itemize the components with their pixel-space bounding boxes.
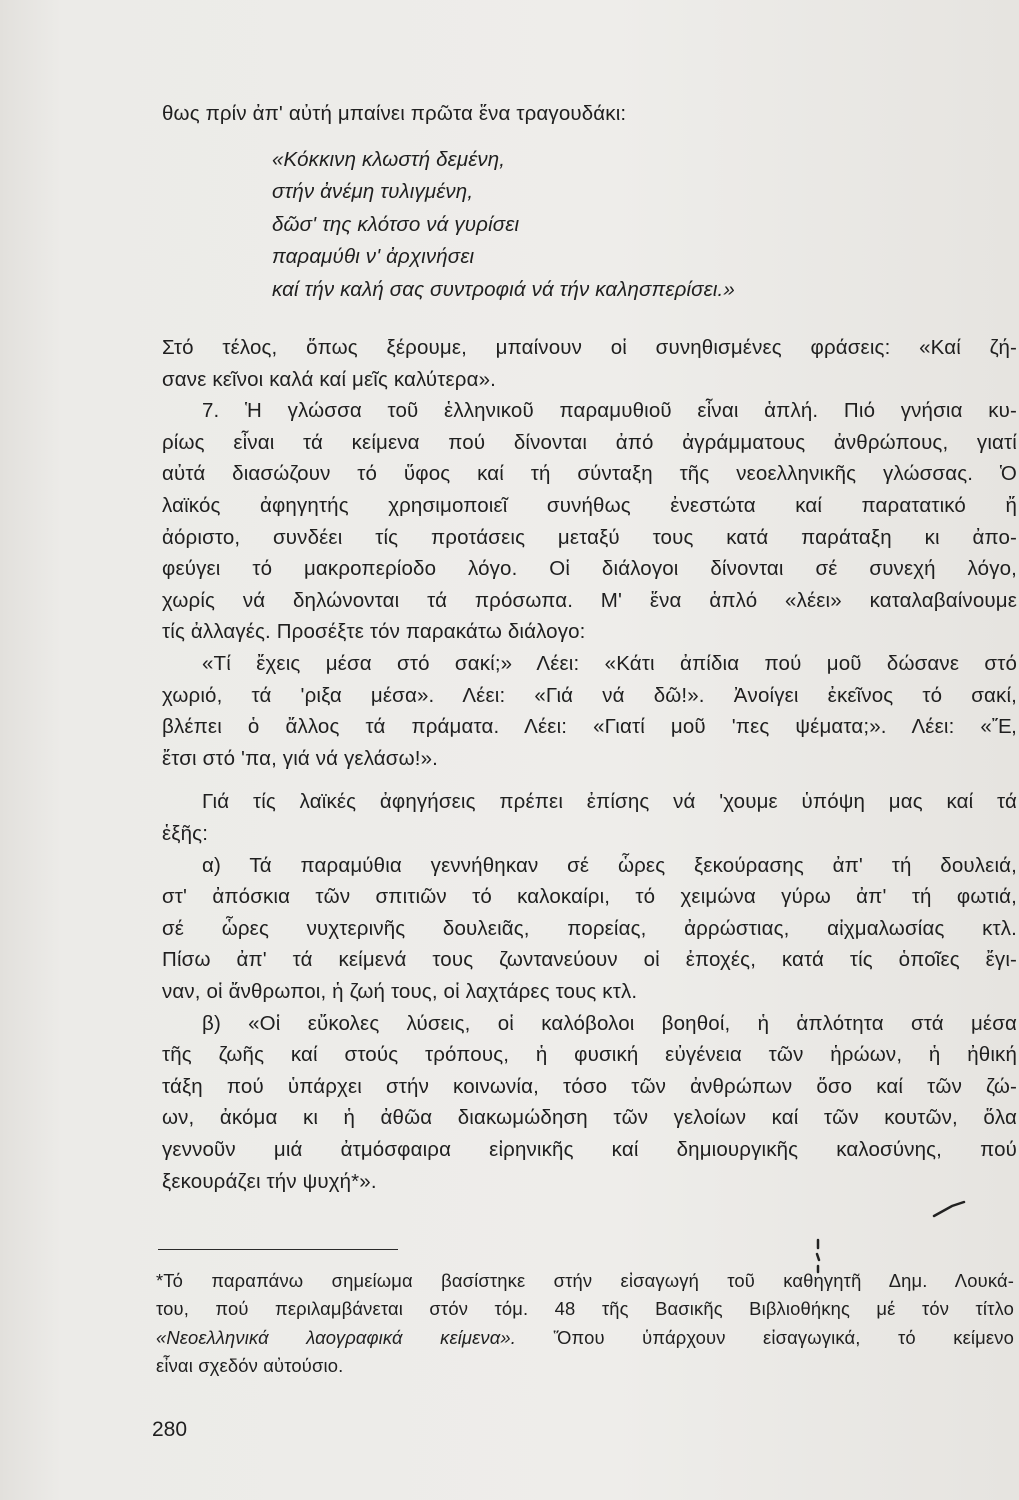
text-line: σέ ὧρες νυχτερινῆς δουλειᾶς, πορείας, ἀρρώστιας, αἰχμαλωσίας κτλ. bbox=[162, 916, 1017, 940]
text-line: ρίως εἶναι τά κείμενα πού δίνονται ἀπό ἀγράμματους ἀνθρώπους, γιατί bbox=[162, 430, 1017, 454]
poem-line: παραμύθι ν' ἀρχινήσει bbox=[272, 245, 475, 269]
text-line: λαϊκός ἀφηγητής χρησιμοποιεῖ συνήθως ἐνεστώτα καί παρατατικό ἤ bbox=[162, 494, 1017, 518]
footnote-divider bbox=[158, 1249, 398, 1250]
text-line: 7. Ἡ γλώσσα τοῦ ἑλληνικοῦ παραμυθιοῦ εἶναι ἁπλή. Πιό γνήσια κυ- bbox=[202, 399, 1017, 423]
item-b-paragraph bbox=[162, 1008, 1017, 1198]
poem-line: «Κόκκινη κλωστή δεμένη, bbox=[272, 147, 506, 171]
text-line: β) «Οἱ εὔκολες λύσεις, οἱ καλόβολοι βοηθοί, ἡ ἁπλότητα στά μέσα bbox=[202, 1011, 1017, 1035]
text-line: στ' ἀπόσκια τῶν σπιτιῶν τό καλοκαίρι, τό χειμώνα γύρω ἀπ' τή φωτιά, bbox=[162, 885, 1017, 909]
poem-line: στήν ἀνέμη τυλιγμένη, bbox=[272, 180, 474, 204]
poem bbox=[272, 144, 1017, 307]
text-line: α) Τά παραμύθια γεννήθηκαν σέ ὧρες ξεκούρασης ἀπ' τή δουλειά, bbox=[202, 853, 1017, 877]
footnote-line-rest: Ὅπου ὑπάρχουν εἰσαγωγικά, τό κείμενο bbox=[516, 1326, 1014, 1348]
main-text bbox=[162, 98, 1017, 1197]
item-a-paragraph bbox=[162, 850, 1017, 1008]
page-number: 280 bbox=[152, 1418, 188, 1441]
text-line: βλέπει ὁ ἄλλος τά πράματα. Λέει: «Γιατί μοῦ 'πες ψέματα;». Λέει: «Ἔ, bbox=[162, 715, 1017, 739]
text-line: τάξη πού ὑπάρχει στήν κοινωνία, τόσο τῶν ἀνθρώπων ὅσο καί τῶν ζώ- bbox=[162, 1074, 1017, 1098]
ending-paragraph bbox=[162, 332, 1017, 395]
text-line: ξεκουράζει τήν ψυχή*». bbox=[162, 1169, 377, 1193]
text-line: ἀόριστο, συνδέει τίς προτάσεις μεταξύ τους κατά παράταξη κι ἀπο- bbox=[162, 525, 1017, 549]
footnote-line: του, πού περιλαμβάνεται στόν τόμ. 48 τῆς Βασικῆς Βιβλιοθήκης μέ τόν τίτλο bbox=[156, 1298, 1014, 1320]
pencil-mark-icon bbox=[930, 1196, 970, 1226]
text-line: φεύγει τό μακροπερίοδο λόγο. Οἱ διάλογοι δίνονται σέ συνεχή λόγο, bbox=[162, 557, 1017, 581]
text-line: τίς ἀλλαγές. Προσέξτε τόν παρακάτω διάλογο: bbox=[162, 620, 586, 644]
text-line: χωριό, τά 'ριξα μέσα». Λέει: «Γιά νά δῶ!». Ἀνοίγει ἐκεῖνος τό σακί, bbox=[162, 683, 1017, 707]
book-title: «Νεοελληνικά λαογραφικά κείμενα». bbox=[156, 1326, 517, 1348]
text-line: Στό τέλος, ὅπως ξέρουμε, μπαίνουν οἱ συνηθισμένες φράσεις: «Καί ζή- bbox=[162, 336, 1017, 360]
dialogue-paragraph bbox=[162, 648, 1017, 774]
text-line: χωρίς νά δηλώνονται τά πρόσωπα. Μ' ἕνα ἁπλό «λέει» καταλαβαίνουμε bbox=[162, 588, 1017, 612]
text-line: ἑξῆς: bbox=[162, 822, 209, 845]
footnote-line: *Τό παραπάνω σημείωμα βασίστηκε στήν εἰσαγωγή τοῦ καθηγητῆ Δημ. Λουκά- bbox=[156, 1270, 1014, 1291]
text-line: Γιά τίς λαϊκές ἀφηγήσεις πρέπει ἐπίσης νά 'χουμε ὑπόψη μας καί τά bbox=[202, 790, 1017, 814]
text-line: σανε κεῖνοι καλά καί μεῖς καλύτερα». bbox=[162, 367, 497, 391]
intro-line: θως πρίν ἀπ' αὐτή μπαίνει πρῶτα ἕνα τραγουδάκι: bbox=[162, 102, 627, 125]
section-7-paragraph bbox=[162, 395, 1017, 648]
folk-intro-paragraph bbox=[162, 786, 1017, 849]
text-line: Πίσω ἀπ' τά κείμενά τους ζωντανεύουν οἱ ἐποχές, κατά τίς ὁποῖες ἔγι- bbox=[162, 948, 1017, 972]
text-line: ων, ἀκόμα κι ἡ ἀθῶα διακωμώδηση τῶν γελοίων καί τῶν κουτῶν, ὅλα bbox=[162, 1106, 1017, 1130]
footnote-line: εἶναι σχεδόν αὐτούσιο. bbox=[156, 1355, 344, 1377]
text-line: γεννοῦν μιά ἀτμόσφαιρα εἰρηνικῆς καί δημιουργικῆς καλοσύνης, πού bbox=[162, 1137, 1017, 1161]
text-line: «Τί ἔχεις μέσα στό σακί;» Λέει: «Κάτι ἀπίδια πού μοῦ δώσανε στό bbox=[202, 652, 1017, 676]
poem-line: δῶσ' της κλότσο νά γυρίσει bbox=[272, 212, 520, 236]
text-line: τῆς ζωῆς καί στούς τρόπους, ἡ φυσική εὐγένεια τῶν ἡρώων, ἡ ἠθική bbox=[162, 1043, 1017, 1067]
text-line: ναν, οἱ ἄνθρωποι, ἡ ζωή τους, οἱ λαχτάρες τους κτλ. bbox=[162, 979, 638, 1003]
footnote bbox=[156, 1267, 1016, 1381]
text-line: ἔτσι στό 'πα, γιά νά γελάσω!». bbox=[162, 746, 438, 770]
footnote-line bbox=[156, 1324, 1014, 1352]
poem-line: καί τήν καλή σας συντροφιά νά τήν καλησπερίσει.» bbox=[272, 277, 735, 301]
text-line: αὐτά διασώζουν τό ὕφος καί τή σύνταξη τῆς νεοελληνικῆς γλώσσας. Ὁ bbox=[162, 462, 1017, 486]
